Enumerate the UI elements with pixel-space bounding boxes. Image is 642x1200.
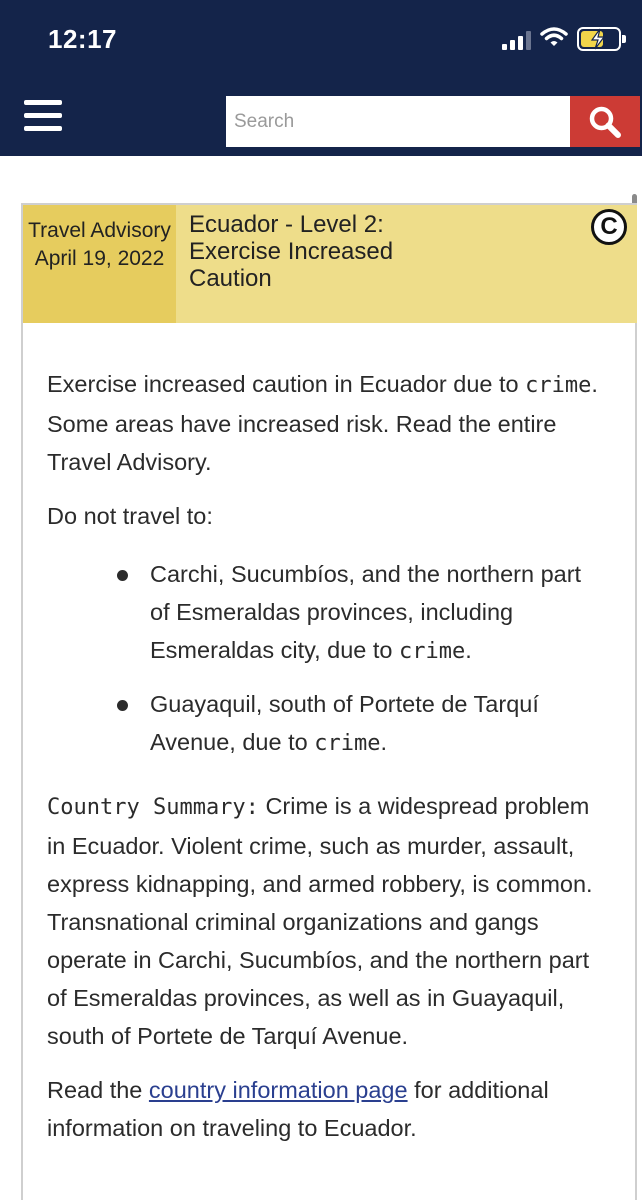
- search-input[interactable]: [226, 96, 570, 147]
- advisory-date-cell: [23, 205, 176, 323]
- advisory-body: [47, 365, 607, 1147]
- list-item-end: .: [380, 729, 387, 755]
- do-not-travel-label: Do not travel to:: [47, 503, 213, 529]
- country-information-link[interactable]: country information page: [148, 1077, 408, 1103]
- travel-advisory-card: [21, 203, 637, 1200]
- hamburger-menu-icon[interactable]: [24, 98, 64, 134]
- read-more-text: Read the: [47, 1077, 143, 1103]
- list-item-text: Carchi, Sucumbíos, and the northern part of Esmeraldas provinces, including Esmeraldas city, due to: [150, 561, 582, 663]
- crime-term: crime: [399, 639, 466, 664]
- list-item-end: .: [465, 637, 472, 663]
- intro-text-end: . Some areas have increased risk. Read the entire Travel Advisory.: [47, 371, 598, 475]
- country-summary: [47, 787, 607, 1055]
- wifi-icon: [540, 26, 568, 48]
- app-header: [0, 0, 642, 156]
- crime-term: crime: [314, 731, 381, 756]
- read-more-text-end: for additional information on traveling to Ecuador.: [47, 1077, 549, 1141]
- advisory-title: [189, 211, 569, 292]
- search-button[interactable]: [570, 96, 640, 147]
- status-bar: [0, 0, 642, 80]
- advisory-intro: [47, 365, 607, 481]
- advisory-header: [23, 205, 637, 323]
- advisory-date: April 19, 2022: [34, 247, 165, 270]
- intro-text: Exercise increased caution in Ecuador due to: [47, 371, 519, 397]
- advisory-title-line: Exercise Increased: [189, 238, 394, 265]
- advisory-level-badge[interactable]: C: [591, 209, 627, 245]
- cellular-signal-icon: [502, 30, 532, 50]
- country-summary-label: Country Summary:: [47, 795, 259, 820]
- battery-charging-icon: [577, 27, 627, 51]
- crime-term: crime: [525, 373, 592, 398]
- status-time: 12:17: [48, 24, 117, 54]
- list-item-text: Guayaquil, south of Portete de Tarquí Avenue, due to: [150, 691, 539, 755]
- search-icon: [588, 105, 622, 139]
- advisory-title-line: Caution: [189, 265, 272, 292]
- do-not-travel-list: [47, 555, 607, 763]
- read-more: [47, 1071, 607, 1147]
- advisory-date-label: Travel Advisory: [28, 219, 171, 242]
- list-item: [47, 685, 607, 763]
- list-item: [47, 555, 607, 671]
- advisory-title-line: Ecuador - Level 2:: [189, 211, 384, 238]
- country-summary-text: Crime is a widespread problem in Ecuador. Violent crime, such as murder, assault, express kidnapping, and armed robbery, is common. Transnational criminal organizations and gangs operate in Carchi, Sucumbíos, and the northern part of Esmeraldas provinces, as well as in Guayaquil, south of Portete de Tarquí Avenue.: [47, 793, 593, 1049]
